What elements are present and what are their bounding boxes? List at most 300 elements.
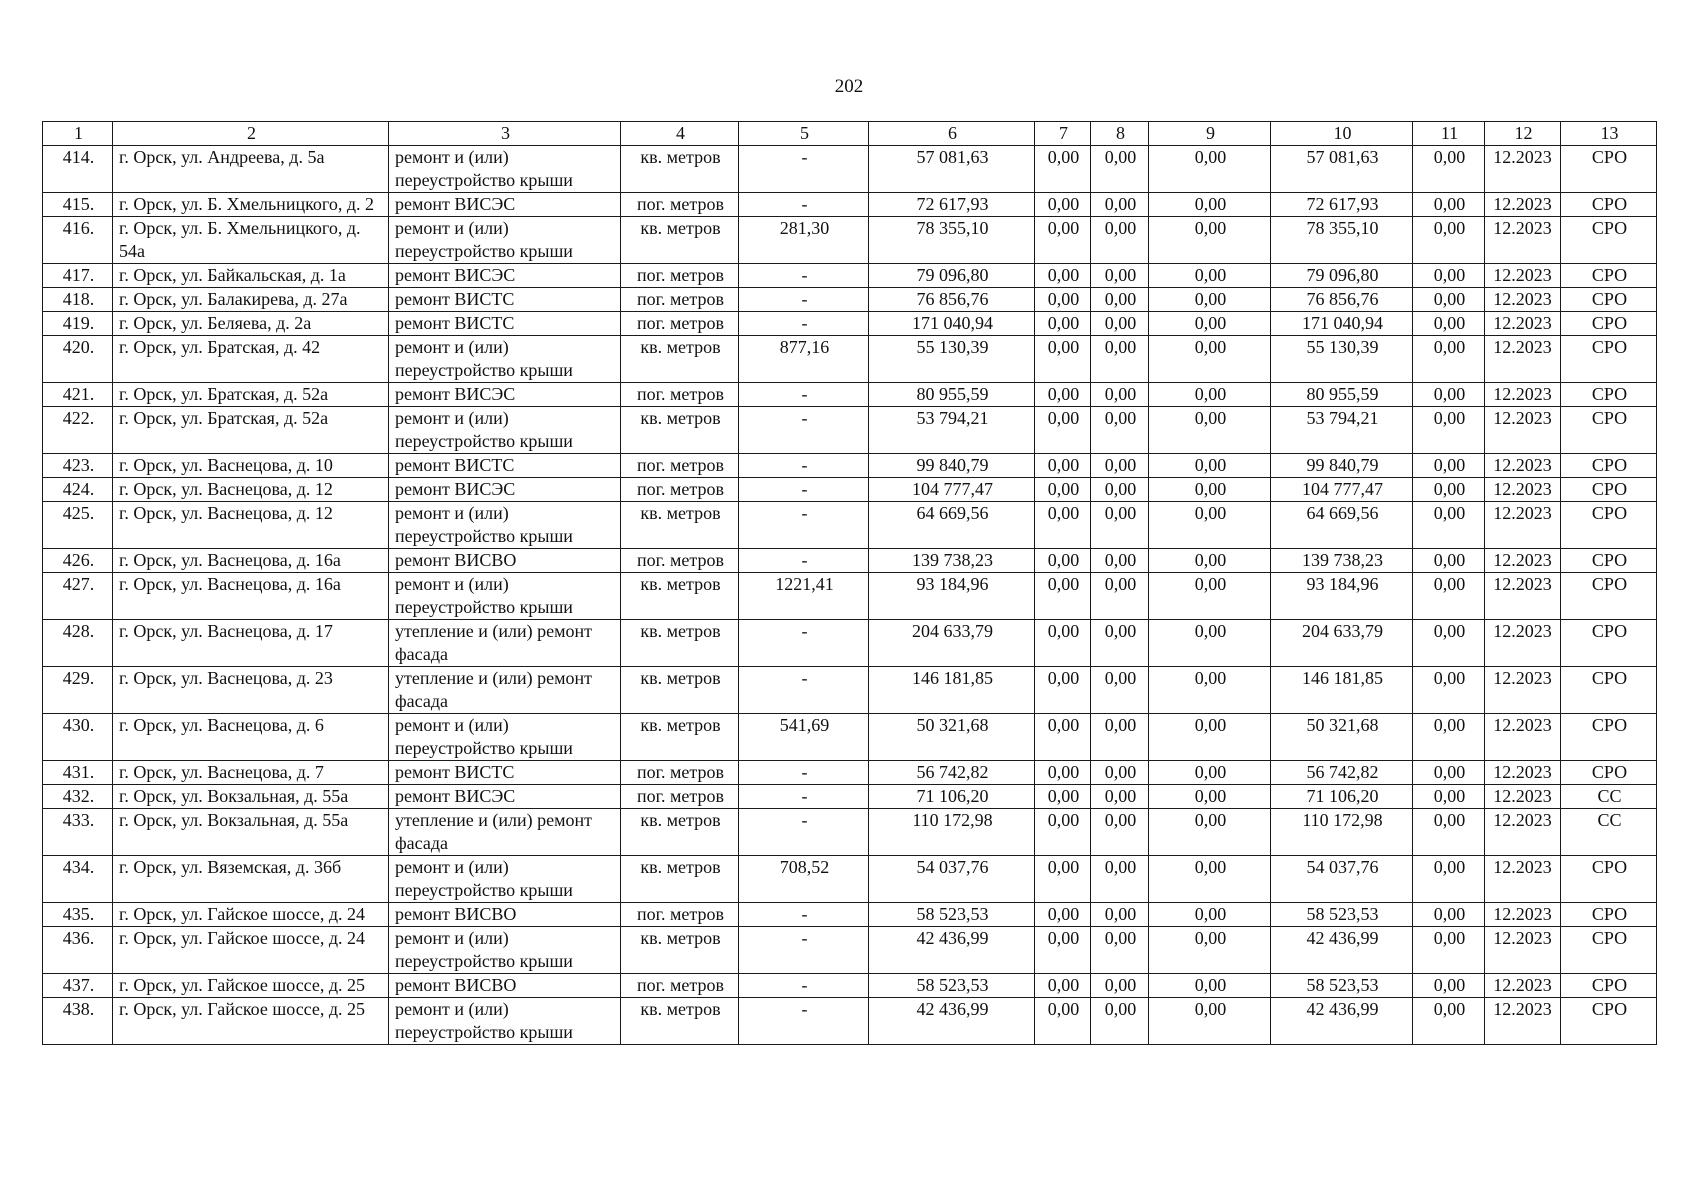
other-funds-cell: 0,00 — [1413, 809, 1485, 856]
column-header-12: 12 — [1485, 122, 1561, 146]
work-type-cell: ремонт ВИСТС — [389, 761, 621, 785]
unit-cell: кв. метров — [621, 217, 739, 264]
federal-funds-cell: 0,00 — [1035, 974, 1091, 998]
unit-cell: пог. метров — [621, 785, 739, 809]
owner-funds-cell: 99 840,79 — [1271, 454, 1413, 478]
column-header-9: 9 — [1149, 122, 1271, 146]
work-type-cell: ремонт и (или) переустройство крыши — [389, 407, 621, 454]
contractor-type-cell: СРО — [1561, 454, 1657, 478]
local-funds-cell: 0,00 — [1149, 193, 1271, 217]
other-funds-cell: 0,00 — [1413, 312, 1485, 336]
contractor-type-cell: СРО — [1561, 856, 1657, 903]
address-cell: г. Орск, ул. Братская, д. 52а — [113, 407, 389, 454]
completion-date-cell: 12.2023 — [1485, 549, 1561, 573]
other-funds-cell: 0,00 — [1413, 264, 1485, 288]
unit-cell: пог. метров — [621, 761, 739, 785]
table-row — [43, 785, 1657, 809]
regional-funds-cell: 0,00 — [1091, 502, 1149, 549]
quantity-cell: - — [739, 288, 869, 312]
address-cell: г. Орск, ул. Гайское шоссе, д. 24 — [113, 903, 389, 927]
other-funds-cell: 0,00 — [1413, 193, 1485, 217]
address-cell: г. Орск, ул. Андреева, д. 5а — [113, 146, 389, 193]
work-type-cell: утепление и (или) ремонт фасада — [389, 809, 621, 856]
regional-funds-cell: 0,00 — [1091, 193, 1149, 217]
completion-date-cell: 12.2023 — [1485, 974, 1561, 998]
federal-funds-cell: 0,00 — [1035, 809, 1091, 856]
regional-funds-cell: 0,00 — [1091, 407, 1149, 454]
work-type-cell: ремонт и (или) переустройство крыши — [389, 502, 621, 549]
total-cost-cell: 93 184,96 — [869, 573, 1035, 620]
total-cost-cell: 99 840,79 — [869, 454, 1035, 478]
row-number: 417. — [43, 264, 113, 288]
regional-funds-cell: 0,00 — [1091, 903, 1149, 927]
regional-funds-cell: 0,00 — [1091, 288, 1149, 312]
work-type-cell: утепление и (или) ремонт фасада — [389, 667, 621, 714]
local-funds-cell: 0,00 — [1149, 549, 1271, 573]
unit-cell: пог. метров — [621, 903, 739, 927]
federal-funds-cell: 0,00 — [1035, 903, 1091, 927]
federal-funds-cell: 0,00 — [1035, 620, 1091, 667]
local-funds-cell: 0,00 — [1149, 785, 1271, 809]
row-number: 422. — [43, 407, 113, 454]
owner-funds-cell: 78 355,10 — [1271, 217, 1413, 264]
regional-funds-cell: 0,00 — [1091, 974, 1149, 998]
work-type-cell: ремонт ВИСЭС — [389, 478, 621, 502]
completion-date-cell: 12.2023 — [1485, 667, 1561, 714]
owner-funds-cell: 57 081,63 — [1271, 146, 1413, 193]
quantity-cell: - — [739, 502, 869, 549]
quantity-cell: - — [739, 927, 869, 974]
regional-funds-cell: 0,00 — [1091, 336, 1149, 383]
table-row — [43, 714, 1657, 761]
federal-funds-cell: 0,00 — [1035, 785, 1091, 809]
owner-funds-cell: 171 040,94 — [1271, 312, 1413, 336]
repair-registry-table — [42, 121, 1657, 1045]
unit-cell: пог. метров — [621, 264, 739, 288]
table-row — [43, 549, 1657, 573]
unit-cell: кв. метров — [621, 573, 739, 620]
table-row — [43, 502, 1657, 549]
completion-date-cell: 12.2023 — [1485, 998, 1561, 1045]
federal-funds-cell: 0,00 — [1035, 264, 1091, 288]
completion-date-cell: 12.2023 — [1485, 146, 1561, 193]
table-row — [43, 146, 1657, 193]
quantity-cell: - — [739, 903, 869, 927]
address-cell: г. Орск, ул. Васнецова, д. 12 — [113, 502, 389, 549]
table-row — [43, 974, 1657, 998]
regional-funds-cell: 0,00 — [1091, 478, 1149, 502]
unit-cell: кв. метров — [621, 336, 739, 383]
column-header-3: 3 — [389, 122, 621, 146]
completion-date-cell: 12.2023 — [1485, 785, 1561, 809]
work-type-cell: утепление и (или) ремонт фасада — [389, 620, 621, 667]
address-cell: г. Орск, ул. Гайское шоссе, д. 24 — [113, 927, 389, 974]
regional-funds-cell: 0,00 — [1091, 146, 1149, 193]
total-cost-cell: 76 856,76 — [869, 288, 1035, 312]
completion-date-cell: 12.2023 — [1485, 856, 1561, 903]
unit-cell: кв. метров — [621, 667, 739, 714]
owner-funds-cell: 50 321,68 — [1271, 714, 1413, 761]
contractor-type-cell: СРО — [1561, 620, 1657, 667]
other-funds-cell: 0,00 — [1413, 549, 1485, 573]
unit-cell: пог. метров — [621, 454, 739, 478]
row-number: 428. — [43, 620, 113, 667]
quantity-cell: - — [739, 383, 869, 407]
contractor-type-cell: СРО — [1561, 573, 1657, 620]
table-row — [43, 927, 1657, 974]
unit-cell: кв. метров — [621, 927, 739, 974]
table-row — [43, 312, 1657, 336]
owner-funds-cell: 54 037,76 — [1271, 856, 1413, 903]
other-funds-cell: 0,00 — [1413, 217, 1485, 264]
local-funds-cell: 0,00 — [1149, 478, 1271, 502]
local-funds-cell: 0,00 — [1149, 927, 1271, 974]
regional-funds-cell: 0,00 — [1091, 573, 1149, 620]
column-header-4: 4 — [621, 122, 739, 146]
total-cost-cell: 204 633,79 — [869, 620, 1035, 667]
address-cell: г. Орск, ул. Вокзальная, д. 55а — [113, 809, 389, 856]
contractor-type-cell: СРО — [1561, 264, 1657, 288]
quantity-cell: - — [739, 454, 869, 478]
unit-cell: кв. метров — [621, 809, 739, 856]
federal-funds-cell: 0,00 — [1035, 217, 1091, 264]
contractor-type-cell: СРО — [1561, 312, 1657, 336]
contractor-type-cell: СРО — [1561, 903, 1657, 927]
unit-cell: пог. метров — [621, 312, 739, 336]
local-funds-cell: 0,00 — [1149, 809, 1271, 856]
address-cell: г. Орск, ул. Васнецова, д. 7 — [113, 761, 389, 785]
row-number: 437. — [43, 974, 113, 998]
other-funds-cell: 0,00 — [1413, 146, 1485, 193]
local-funds-cell: 0,00 — [1149, 146, 1271, 193]
total-cost-cell: 72 617,93 — [869, 193, 1035, 217]
total-cost-cell: 58 523,53 — [869, 903, 1035, 927]
quantity-cell: - — [739, 809, 869, 856]
table-row — [43, 454, 1657, 478]
row-number: 423. — [43, 454, 113, 478]
other-funds-cell: 0,00 — [1413, 478, 1485, 502]
quantity-cell: 877,16 — [739, 336, 869, 383]
address-cell: г. Орск, ул. Байкальская, д. 1а — [113, 264, 389, 288]
local-funds-cell: 0,00 — [1149, 288, 1271, 312]
regional-funds-cell: 0,00 — [1091, 454, 1149, 478]
other-funds-cell: 0,00 — [1413, 573, 1485, 620]
address-cell: г. Орск, ул. Васнецова, д. 16а — [113, 573, 389, 620]
page-number: 202 — [834, 76, 864, 97]
federal-funds-cell: 0,00 — [1035, 454, 1091, 478]
table-row — [43, 903, 1657, 927]
other-funds-cell: 0,00 — [1413, 407, 1485, 454]
contractor-type-cell: СРО — [1561, 478, 1657, 502]
work-type-cell: ремонт и (или) переустройство крыши — [389, 714, 621, 761]
completion-date-cell: 12.2023 — [1485, 478, 1561, 502]
address-cell: г. Орск, ул. Братская, д. 42 — [113, 336, 389, 383]
completion-date-cell: 12.2023 — [1485, 383, 1561, 407]
local-funds-cell: 0,00 — [1149, 974, 1271, 998]
row-number: 435. — [43, 903, 113, 927]
local-funds-cell: 0,00 — [1149, 761, 1271, 785]
quantity-cell: - — [739, 407, 869, 454]
completion-date-cell: 12.2023 — [1485, 336, 1561, 383]
local-funds-cell: 0,00 — [1149, 217, 1271, 264]
total-cost-cell: 57 081,63 — [869, 146, 1035, 193]
quantity-cell: 281,30 — [739, 217, 869, 264]
work-type-cell: ремонт и (или) переустройство крыши — [389, 573, 621, 620]
work-type-cell: ремонт ВИСВО — [389, 549, 621, 573]
owner-funds-cell: 104 777,47 — [1271, 478, 1413, 502]
federal-funds-cell: 0,00 — [1035, 573, 1091, 620]
table-row — [43, 620, 1657, 667]
contractor-type-cell: СРО — [1561, 714, 1657, 761]
federal-funds-cell: 0,00 — [1035, 761, 1091, 785]
table-row — [43, 264, 1657, 288]
work-type-cell: ремонт ВИСЭС — [389, 264, 621, 288]
regional-funds-cell: 0,00 — [1091, 383, 1149, 407]
owner-funds-cell: 79 096,80 — [1271, 264, 1413, 288]
quantity-cell: - — [739, 312, 869, 336]
address-cell: г. Орск, ул. Вяземская, д. 36б — [113, 856, 389, 903]
local-funds-cell: 0,00 — [1149, 407, 1271, 454]
table-body — [43, 146, 1657, 1045]
row-number: 416. — [43, 217, 113, 264]
owner-funds-cell: 139 738,23 — [1271, 549, 1413, 573]
regional-funds-cell: 0,00 — [1091, 761, 1149, 785]
contractor-type-cell: СРО — [1561, 146, 1657, 193]
column-header-7: 7 — [1035, 122, 1091, 146]
work-type-cell: ремонт и (или) переустройство крыши — [389, 336, 621, 383]
completion-date-cell: 12.2023 — [1485, 407, 1561, 454]
address-cell: г. Орск, ул. Вокзальная, д. 55а — [113, 785, 389, 809]
unit-cell: пог. метров — [621, 193, 739, 217]
column-header-1: 1 — [43, 122, 113, 146]
local-funds-cell: 0,00 — [1149, 383, 1271, 407]
other-funds-cell: 0,00 — [1413, 856, 1485, 903]
completion-date-cell: 12.2023 — [1485, 288, 1561, 312]
owner-funds-cell: 71 106,20 — [1271, 785, 1413, 809]
total-cost-cell: 58 523,53 — [869, 974, 1035, 998]
unit-cell: кв. метров — [621, 620, 739, 667]
local-funds-cell: 0,00 — [1149, 903, 1271, 927]
total-cost-cell: 50 321,68 — [869, 714, 1035, 761]
other-funds-cell: 0,00 — [1413, 502, 1485, 549]
header-row — [43, 122, 1657, 146]
row-number: 432. — [43, 785, 113, 809]
other-funds-cell: 0,00 — [1413, 998, 1485, 1045]
other-funds-cell: 0,00 — [1413, 714, 1485, 761]
table-row — [43, 217, 1657, 264]
column-header-8: 8 — [1091, 122, 1149, 146]
federal-funds-cell: 0,00 — [1035, 146, 1091, 193]
owner-funds-cell: 42 436,99 — [1271, 998, 1413, 1045]
regional-funds-cell: 0,00 — [1091, 549, 1149, 573]
quantity-cell: 1221,41 — [739, 573, 869, 620]
address-cell: г. Орск, ул. Братская, д. 52а — [113, 383, 389, 407]
quantity-cell: - — [739, 974, 869, 998]
total-cost-cell: 171 040,94 — [869, 312, 1035, 336]
address-cell: г. Орск, ул. Васнецова, д. 6 — [113, 714, 389, 761]
owner-funds-cell: 146 181,85 — [1271, 667, 1413, 714]
completion-date-cell: 12.2023 — [1485, 193, 1561, 217]
federal-funds-cell: 0,00 — [1035, 714, 1091, 761]
quantity-cell: - — [739, 761, 869, 785]
total-cost-cell: 56 742,82 — [869, 761, 1035, 785]
owner-funds-cell: 76 856,76 — [1271, 288, 1413, 312]
federal-funds-cell: 0,00 — [1035, 193, 1091, 217]
row-number: 419. — [43, 312, 113, 336]
work-type-cell: ремонт и (или) переустройство крыши — [389, 927, 621, 974]
quantity-cell: - — [739, 264, 869, 288]
regional-funds-cell: 0,00 — [1091, 856, 1149, 903]
row-number: 414. — [43, 146, 113, 193]
unit-cell: кв. метров — [621, 998, 739, 1045]
table-row — [43, 573, 1657, 620]
quantity-cell: - — [739, 549, 869, 573]
address-cell: г. Орск, ул. Гайское шоссе, д. 25 — [113, 974, 389, 998]
completion-date-cell: 12.2023 — [1485, 312, 1561, 336]
contractor-type-cell: СРО — [1561, 761, 1657, 785]
row-number: 438. — [43, 998, 113, 1045]
owner-funds-cell: 93 184,96 — [1271, 573, 1413, 620]
address-cell: г. Орск, ул. Б. Хмельницкого, д. 54а — [113, 217, 389, 264]
work-type-cell: ремонт ВИСЭС — [389, 193, 621, 217]
other-funds-cell: 0,00 — [1413, 667, 1485, 714]
unit-cell: пог. метров — [621, 549, 739, 573]
contractor-type-cell: СС — [1561, 785, 1657, 809]
work-type-cell: ремонт ВИСТС — [389, 454, 621, 478]
contractor-type-cell: СРО — [1561, 667, 1657, 714]
contractor-type-cell: СРО — [1561, 336, 1657, 383]
work-type-cell: ремонт ВИСВО — [389, 903, 621, 927]
work-type-cell: ремонт ВИСЭС — [389, 785, 621, 809]
work-type-cell: ремонт и (или) переустройство крыши — [389, 998, 621, 1045]
regional-funds-cell: 0,00 — [1091, 312, 1149, 336]
row-number: 421. — [43, 383, 113, 407]
table-header — [43, 122, 1657, 146]
other-funds-cell: 0,00 — [1413, 785, 1485, 809]
quantity-cell: - — [739, 998, 869, 1045]
completion-date-cell: 12.2023 — [1485, 761, 1561, 785]
other-funds-cell: 0,00 — [1413, 454, 1485, 478]
column-header-5: 5 — [739, 122, 869, 146]
owner-funds-cell: 53 794,21 — [1271, 407, 1413, 454]
completion-date-cell: 12.2023 — [1485, 502, 1561, 549]
local-funds-cell: 0,00 — [1149, 998, 1271, 1045]
quantity-cell: - — [739, 193, 869, 217]
regional-funds-cell: 0,00 — [1091, 809, 1149, 856]
table-row — [43, 809, 1657, 856]
federal-funds-cell: 0,00 — [1035, 288, 1091, 312]
table-row — [43, 856, 1657, 903]
column-header-11: 11 — [1413, 122, 1485, 146]
owner-funds-cell: 55 130,39 — [1271, 336, 1413, 383]
local-funds-cell: 0,00 — [1149, 620, 1271, 667]
table-row — [43, 193, 1657, 217]
contractor-type-cell: СРО — [1561, 193, 1657, 217]
contractor-type-cell: СРО — [1561, 549, 1657, 573]
regional-funds-cell: 0,00 — [1091, 217, 1149, 264]
total-cost-cell: 71 106,20 — [869, 785, 1035, 809]
total-cost-cell: 55 130,39 — [869, 336, 1035, 383]
owner-funds-cell: 72 617,93 — [1271, 193, 1413, 217]
federal-funds-cell: 0,00 — [1035, 502, 1091, 549]
row-number: 434. — [43, 856, 113, 903]
other-funds-cell: 0,00 — [1413, 974, 1485, 998]
unit-cell: пог. метров — [621, 383, 739, 407]
other-funds-cell: 0,00 — [1413, 761, 1485, 785]
local-funds-cell: 0,00 — [1149, 454, 1271, 478]
unit-cell: кв. метров — [621, 856, 739, 903]
contractor-type-cell: СРО — [1561, 288, 1657, 312]
total-cost-cell: 78 355,10 — [869, 217, 1035, 264]
unit-cell: пог. метров — [621, 288, 739, 312]
work-type-cell: ремонт ВИСТС — [389, 312, 621, 336]
unit-cell: кв. метров — [621, 146, 739, 193]
owner-funds-cell: 110 172,98 — [1271, 809, 1413, 856]
federal-funds-cell: 0,00 — [1035, 998, 1091, 1045]
regional-funds-cell: 0,00 — [1091, 264, 1149, 288]
column-header-13: 13 — [1561, 122, 1657, 146]
total-cost-cell: 79 096,80 — [869, 264, 1035, 288]
table-row — [43, 998, 1657, 1045]
contractor-type-cell: СРО — [1561, 502, 1657, 549]
total-cost-cell: 110 172,98 — [869, 809, 1035, 856]
other-funds-cell: 0,00 — [1413, 620, 1485, 667]
work-type-cell: ремонт ВИСВО — [389, 974, 621, 998]
row-number: 429. — [43, 667, 113, 714]
other-funds-cell: 0,00 — [1413, 927, 1485, 974]
completion-date-cell: 12.2023 — [1485, 714, 1561, 761]
row-number: 430. — [43, 714, 113, 761]
quantity-cell: 708,52 — [739, 856, 869, 903]
table-row — [43, 407, 1657, 454]
work-type-cell: ремонт ВИСЭС — [389, 383, 621, 407]
address-cell: г. Орск, ул. Балакирева, д. 27а — [113, 288, 389, 312]
federal-funds-cell: 0,00 — [1035, 478, 1091, 502]
local-funds-cell: 0,00 — [1149, 573, 1271, 620]
table-row — [43, 336, 1657, 383]
regional-funds-cell: 0,00 — [1091, 667, 1149, 714]
owner-funds-cell: 204 633,79 — [1271, 620, 1413, 667]
total-cost-cell: 42 436,99 — [869, 998, 1035, 1045]
federal-funds-cell: 0,00 — [1035, 407, 1091, 454]
table-row — [43, 761, 1657, 785]
work-type-cell: ремонт ВИСТС — [389, 288, 621, 312]
quantity-cell: - — [739, 785, 869, 809]
unit-cell: кв. метров — [621, 502, 739, 549]
contractor-type-cell: СРО — [1561, 998, 1657, 1045]
contractor-type-cell: СРО — [1561, 383, 1657, 407]
total-cost-cell: 146 181,85 — [869, 667, 1035, 714]
owner-funds-cell: 64 669,56 — [1271, 502, 1413, 549]
regional-funds-cell: 0,00 — [1091, 785, 1149, 809]
address-cell: г. Орск, ул. Б. Хмельницкого, д. 2 — [113, 193, 389, 217]
address-cell: г. Орск, ул. Васнецова, д. 17 — [113, 620, 389, 667]
completion-date-cell: 12.2023 — [1485, 809, 1561, 856]
federal-funds-cell: 0,00 — [1035, 336, 1091, 383]
quantity-cell: - — [739, 667, 869, 714]
row-number: 415. — [43, 193, 113, 217]
table-row — [43, 383, 1657, 407]
completion-date-cell: 12.2023 — [1485, 927, 1561, 974]
row-number: 436. — [43, 927, 113, 974]
column-header-2: 2 — [113, 122, 389, 146]
completion-date-cell: 12.2023 — [1485, 573, 1561, 620]
total-cost-cell: 80 955,59 — [869, 383, 1035, 407]
local-funds-cell: 0,00 — [1149, 264, 1271, 288]
address-cell: г. Орск, ул. Беляева, д. 2а — [113, 312, 389, 336]
unit-cell: кв. метров — [621, 407, 739, 454]
quantity-cell: - — [739, 620, 869, 667]
